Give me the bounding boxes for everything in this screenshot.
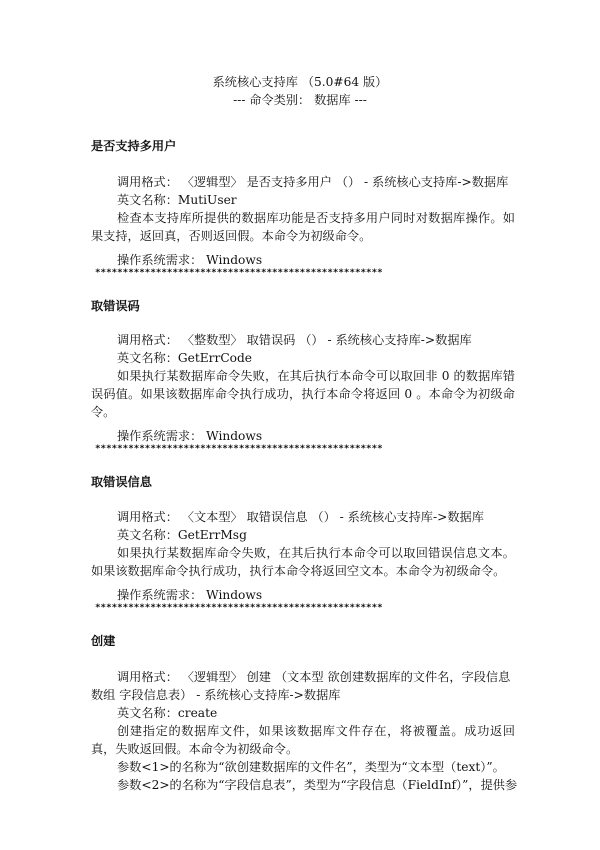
call-format: 调用格式： 〈整数型〉 取错误码 （） - 系统核心支持库->数据库: [117, 333, 472, 347]
section-title-get-err-code: 取错误码: [91, 299, 140, 313]
separator-line: ****************************************************: [95, 267, 383, 278]
call-format: 调用格式： 〈文本型〉 取错误信息 （） - 系统核心支持库->数据库: [117, 510, 484, 524]
call-format-line-1: 调用格式： 〈逻辑型〉 创建 （文本型 欲创建数据库的文件名，字段信息: [117, 670, 511, 684]
separator-line: ****************************************************: [95, 602, 383, 613]
os-requirement: 操作系统需求： Windows: [117, 588, 263, 602]
section-title-create: 创建: [91, 634, 116, 648]
description: 创建指定的数据库文件，如果该数据库文件存在，将被覆盖。成功返回真，失败返回假。本命令为初级命令。: [91, 724, 515, 756]
section-title-get-err-msg: 取错误信息: [91, 475, 152, 489]
os-requirement: 操作系统需求： Windows: [117, 253, 263, 267]
command-category: --- 命令类别： 数据库 ---: [233, 93, 367, 107]
call-format: 调用格式： 〈逻辑型〉 是否支持多用户 （） - 系统核心支持库->数据库: [117, 175, 509, 189]
param-1: 参数<1>的名称为“欲创建数据库的文件名”，类型为“文本型（text）”。: [117, 760, 505, 774]
section-title-muti-user: 是否支持多用户: [91, 139, 177, 153]
english-name: 英文名称：create: [117, 706, 218, 720]
separator-line: ****************************************************: [95, 443, 383, 454]
call-format-line-2: 数组 字段信息表） - 系统核心支持库->数据库: [91, 688, 341, 702]
param-2: 参数<2>的名称为“字段信息表”，类型为“字段信息（FieldInf）”，提供参: [117, 778, 518, 792]
os-requirement: 操作系统需求： Windows: [117, 429, 263, 443]
description: 检查本支持库所提供的数据库功能是否支持多用户同时对数据库操作。如果支持，返回真，否则返回假。本命令为初级命令。: [91, 211, 515, 243]
english-name: 英文名称：MutiUser: [117, 193, 237, 207]
english-name: 英文名称：GetErrCode: [117, 351, 253, 365]
description: 如果执行某数据库命令失败，在其后执行本命令可以取回错误信息文本。如果该数据库命令执行成功，执行本命令将返回空文本。本命令为初级命令。: [91, 546, 515, 578]
description: 如果执行某数据库命令失败，在其后执行本命令可以取回非 0 的数据库错误码值。如果该数据库命令执行成功，执行本命令将返回 0 。本命令为初级命令。: [91, 369, 515, 419]
english-name: 英文名称：GetErrMsg: [117, 528, 247, 542]
document-title: 系统核心支持库 （5.0#64 版）: [212, 75, 388, 89]
